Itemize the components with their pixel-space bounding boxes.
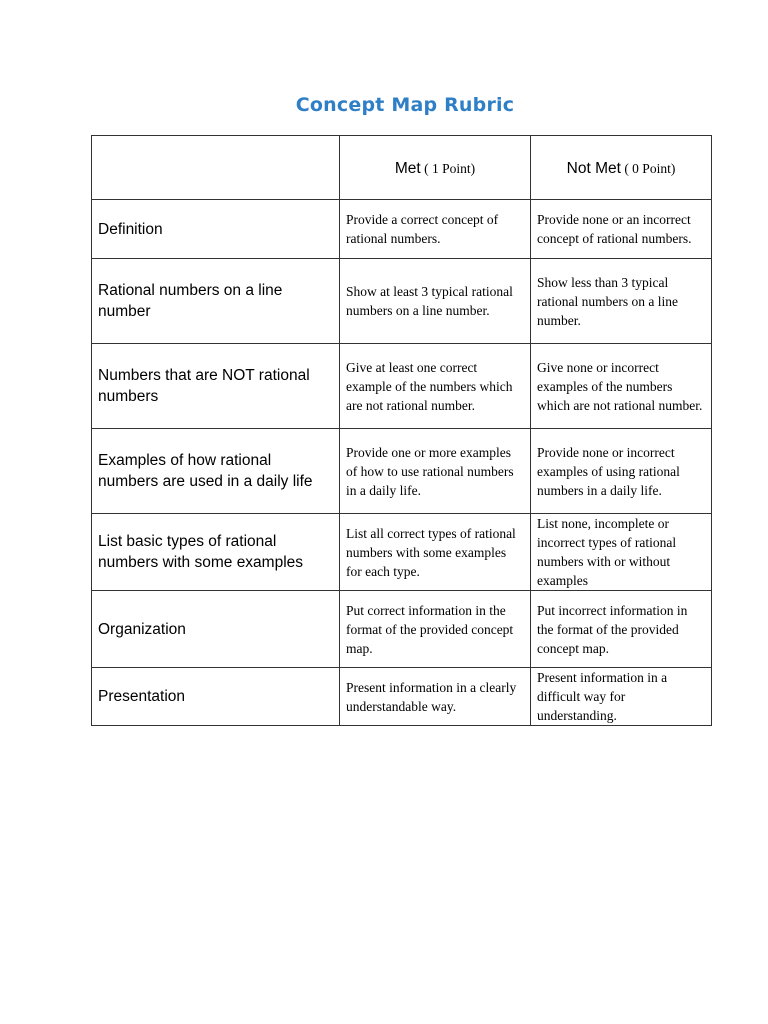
header-not-met <box>531 136 712 200</box>
header-met <box>340 136 531 200</box>
met-label: Met <box>394 159 421 177</box>
not-met-cell: Give none or incorrect examples of the numbers which are not rational number. <box>531 344 712 429</box>
table-row <box>92 200 712 259</box>
criterion-cell: Organization <box>92 591 340 668</box>
met-points: ( 1 Point) <box>420 160 476 176</box>
not-met-cell: List none, incomplete or incorrect types of rational numbers with or without examples <box>531 514 712 591</box>
not-met-points: ( 0 Point) <box>620 160 676 176</box>
rubric-table <box>91 135 712 726</box>
not-met-cell: Provide none or incorrect examples of using rational numbers in a daily life. <box>531 429 712 514</box>
page-title: Concept Map Rubric <box>295 94 515 116</box>
met-cell: Provide one or more examples of how to use rational numbers in a daily life. <box>340 429 531 514</box>
not-met-cell: Provide none or an incorrect concept of rational numbers. <box>531 200 712 259</box>
table-row <box>92 514 712 591</box>
met-cell: List all correct types of rational numbers with some examples for each type. <box>340 514 531 591</box>
not-met-label: Not Met <box>566 159 621 177</box>
criterion-cell: Rational numbers on a line number <box>92 259 340 344</box>
met-cell: Present information in a clearly understandable way. <box>340 668 531 726</box>
criterion-cell: List basic types of rational numbers with some examples <box>92 514 340 591</box>
table-row <box>92 429 712 514</box>
header-empty-cell <box>92 136 340 200</box>
table-row <box>92 344 712 429</box>
not-met-cell: Show less than 3 typical rational numbers on a line number. <box>531 259 712 344</box>
criterion-cell: Presentation <box>92 668 340 726</box>
table-header-row <box>92 136 712 200</box>
criterion-cell: Numbers that are NOT rational numbers <box>92 344 340 429</box>
met-cell: Show at least 3 typical rational numbers on a line number. <box>340 259 531 344</box>
table-row <box>92 591 712 668</box>
met-cell: Give at least one correct example of the numbers which are not rational number. <box>340 344 531 429</box>
met-cell: Provide a correct concept of rational numbers. <box>340 200 531 259</box>
not-met-cell: Present information in a difficult way for understanding. <box>531 668 712 726</box>
not-met-cell: Put incorrect information in the format of the provided concept map. <box>531 591 712 668</box>
met-cell: Put correct information in the format of the provided concept map. <box>340 591 531 668</box>
table-row <box>92 259 712 344</box>
criterion-cell: Definition <box>92 200 340 259</box>
criterion-cell: Examples of how rational numbers are used in a daily life <box>92 429 340 514</box>
table-row <box>92 668 712 726</box>
